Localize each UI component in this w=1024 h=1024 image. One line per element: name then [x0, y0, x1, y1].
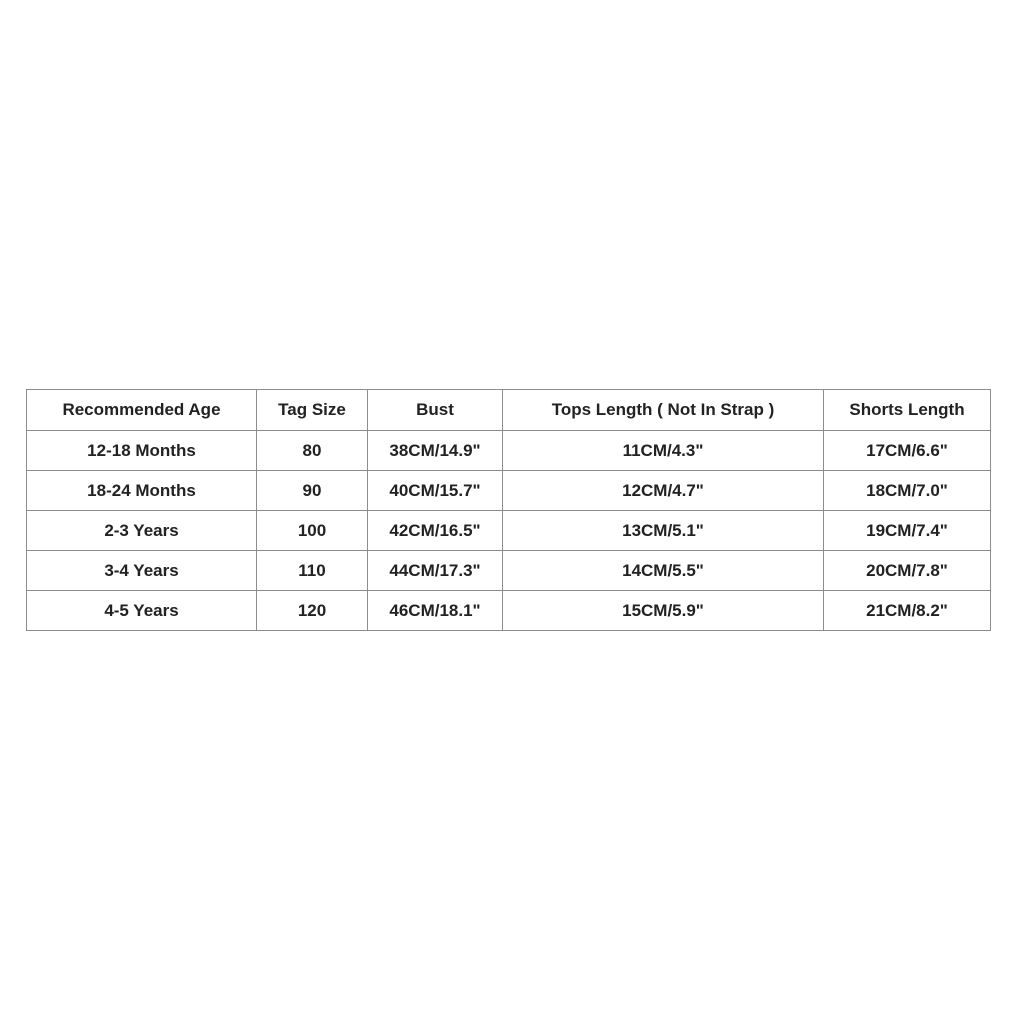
cell-tag-size: 90: [257, 471, 368, 511]
size-chart-table: [26, 389, 991, 631]
cell-tag-size: 100: [257, 511, 368, 551]
cell-bust: 42CM/16.5": [368, 511, 503, 551]
table-row: [27, 471, 991, 511]
cell-shorts-length: 19CM/7.4": [824, 511, 991, 551]
cell-tag-size: 80: [257, 431, 368, 471]
cell-recommended-age: 12-18 Months: [27, 431, 257, 471]
table-row: [27, 511, 991, 551]
cell-shorts-length: 18CM/7.0": [824, 471, 991, 511]
cell-tag-size: 120: [257, 591, 368, 631]
cell-shorts-length: 20CM/7.8": [824, 551, 991, 591]
cell-recommended-age: 3-4 Years: [27, 551, 257, 591]
header-recommended-age: Recommended Age: [27, 390, 257, 431]
header-tag-size: Tag Size: [257, 390, 368, 431]
table-row: [27, 431, 991, 471]
table-row: [27, 551, 991, 591]
cell-recommended-age: 4-5 Years: [27, 591, 257, 631]
cell-recommended-age: 18-24 Months: [27, 471, 257, 511]
table-header-row: [27, 390, 991, 431]
cell-bust: 44CM/17.3": [368, 551, 503, 591]
cell-tag-size: 110: [257, 551, 368, 591]
cell-bust: 38CM/14.9": [368, 431, 503, 471]
cell-bust: 46CM/18.1": [368, 591, 503, 631]
cell-tops-length: 13CM/5.1": [503, 511, 824, 551]
header-bust: Bust: [368, 390, 503, 431]
cell-tops-length: 11CM/4.3": [503, 431, 824, 471]
table-row: [27, 591, 991, 631]
cell-shorts-length: 21CM/8.2": [824, 591, 991, 631]
cell-tops-length: 14CM/5.5": [503, 551, 824, 591]
cell-recommended-age: 2-3 Years: [27, 511, 257, 551]
cell-tops-length: 15CM/5.9": [503, 591, 824, 631]
header-tops-length: Tops Length ( Not In Strap ): [503, 390, 824, 431]
cell-bust: 40CM/15.7": [368, 471, 503, 511]
cell-shorts-length: 17CM/6.6": [824, 431, 991, 471]
cell-tops-length: 12CM/4.7": [503, 471, 824, 511]
header-shorts-length: Shorts Length: [824, 390, 991, 431]
